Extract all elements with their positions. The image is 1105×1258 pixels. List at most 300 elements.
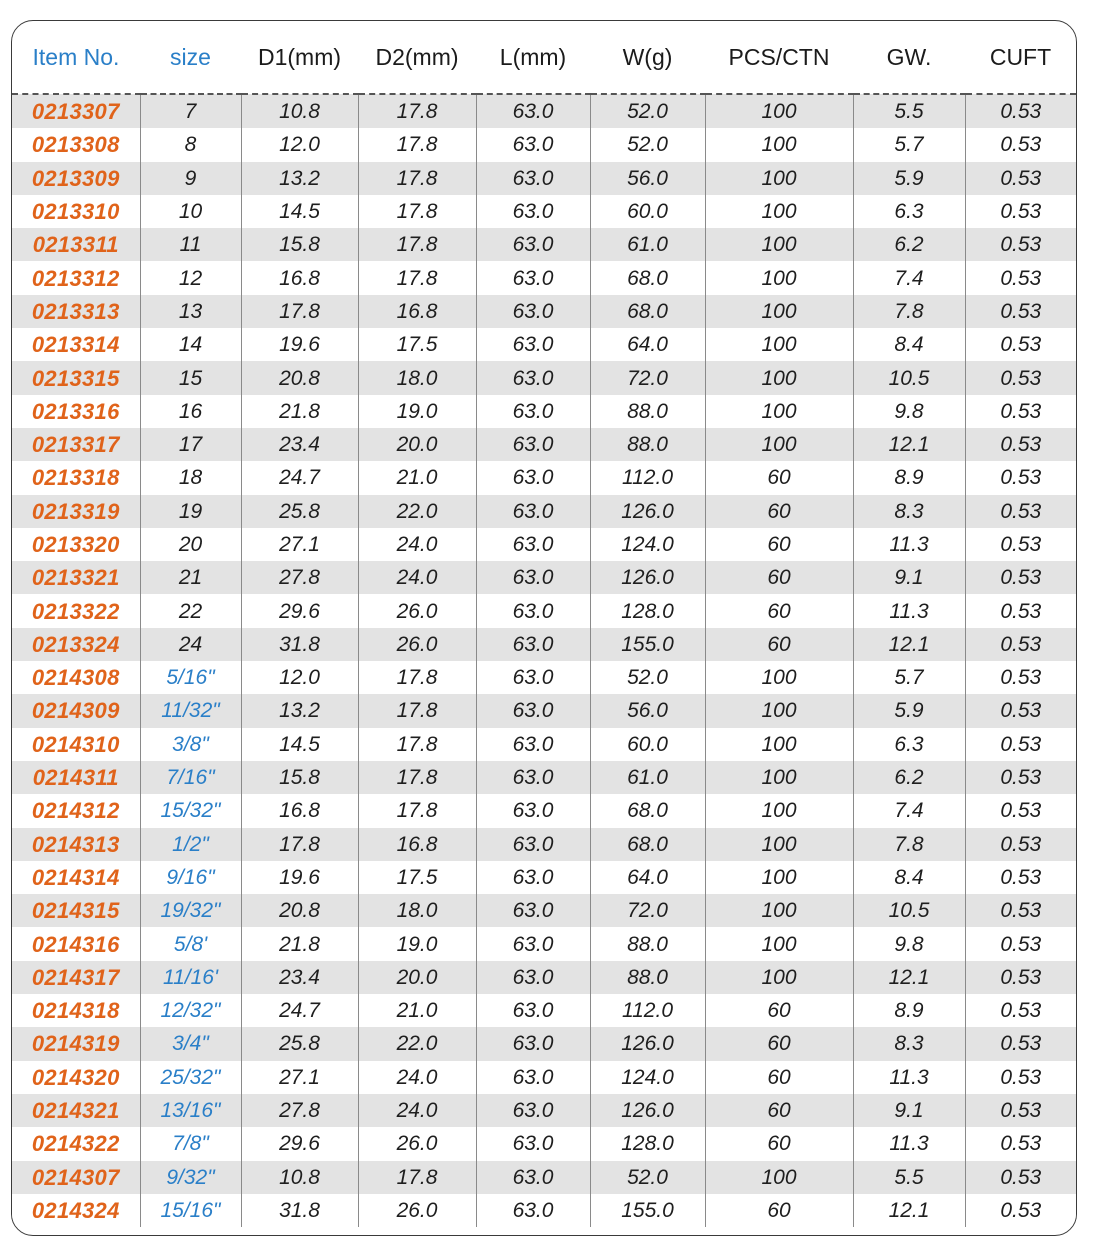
length-cell: 63.0 bbox=[476, 228, 590, 261]
pcs-ctn-cell: 100 bbox=[705, 828, 853, 861]
gw-cell: 5.7 bbox=[853, 128, 965, 161]
pcs-ctn-cell: 60 bbox=[705, 1061, 853, 1094]
cuft-cell: 0.53 bbox=[965, 694, 1076, 727]
size-cell: 14 bbox=[140, 328, 241, 361]
d2-cell: 26.0 bbox=[358, 594, 476, 627]
d2-cell: 22.0 bbox=[358, 495, 476, 528]
item-no-cell: 0213320 bbox=[12, 528, 140, 561]
d2-cell: 24.0 bbox=[358, 1094, 476, 1127]
d2-cell: 17.8 bbox=[358, 661, 476, 694]
table-row bbox=[12, 561, 1076, 594]
item-no-cell: 0214316 bbox=[12, 927, 140, 960]
pcs-ctn-cell: 60 bbox=[705, 994, 853, 1027]
table-row bbox=[12, 927, 1076, 960]
length-cell: 63.0 bbox=[476, 1161, 590, 1194]
size-cell: 15/16" bbox=[140, 1194, 241, 1227]
weight-cell: 56.0 bbox=[590, 694, 705, 727]
table-row bbox=[12, 228, 1076, 261]
length-cell: 63.0 bbox=[476, 728, 590, 761]
size-cell: 24 bbox=[140, 628, 241, 661]
item-no-cell: 0213313 bbox=[12, 295, 140, 328]
item-no-cell: 0213321 bbox=[12, 561, 140, 594]
size-cell: 25/32" bbox=[140, 1061, 241, 1094]
weight-cell: 72.0 bbox=[590, 894, 705, 927]
size-cell: 7/8" bbox=[140, 1127, 241, 1160]
table-header bbox=[12, 21, 1076, 94]
cuft-cell: 0.53 bbox=[965, 1194, 1076, 1227]
d2-cell: 24.0 bbox=[358, 528, 476, 561]
table-row bbox=[12, 1094, 1076, 1127]
header-weight: W(g) bbox=[590, 21, 705, 94]
weight-cell: 60.0 bbox=[590, 195, 705, 228]
length-cell: 63.0 bbox=[476, 395, 590, 428]
d2-cell: 17.5 bbox=[358, 861, 476, 894]
item-no-cell: 0214307 bbox=[12, 1161, 140, 1194]
weight-cell: 52.0 bbox=[590, 1161, 705, 1194]
length-cell: 63.0 bbox=[476, 628, 590, 661]
length-cell: 63.0 bbox=[476, 1027, 590, 1060]
item-no-cell: 0214318 bbox=[12, 994, 140, 1027]
weight-cell: 61.0 bbox=[590, 761, 705, 794]
table-row bbox=[12, 1027, 1076, 1060]
pcs-ctn-cell: 100 bbox=[705, 228, 853, 261]
cuft-cell: 0.53 bbox=[965, 728, 1076, 761]
table-row bbox=[12, 661, 1076, 694]
gw-cell: 11.3 bbox=[853, 1127, 965, 1160]
length-cell: 63.0 bbox=[476, 94, 590, 128]
d2-cell: 17.8 bbox=[358, 94, 476, 128]
pcs-ctn-cell: 100 bbox=[705, 861, 853, 894]
d2-cell: 19.0 bbox=[358, 395, 476, 428]
cuft-cell: 0.53 bbox=[965, 428, 1076, 461]
pcs-ctn-cell: 60 bbox=[705, 528, 853, 561]
item-no-cell: 0214309 bbox=[12, 694, 140, 727]
gw-cell: 8.3 bbox=[853, 495, 965, 528]
d1-cell: 25.8 bbox=[241, 495, 358, 528]
length-cell: 63.0 bbox=[476, 528, 590, 561]
weight-cell: 112.0 bbox=[590, 461, 705, 494]
size-cell: 18 bbox=[140, 461, 241, 494]
item-no-cell: 0214315 bbox=[12, 894, 140, 927]
cuft-cell: 0.53 bbox=[965, 162, 1076, 195]
pcs-ctn-cell: 100 bbox=[705, 894, 853, 927]
size-cell: 5/8' bbox=[140, 927, 241, 960]
pcs-ctn-cell: 100 bbox=[705, 361, 853, 394]
d1-cell: 20.8 bbox=[241, 361, 358, 394]
table-row bbox=[12, 295, 1076, 328]
gw-cell: 12.1 bbox=[853, 428, 965, 461]
pcs-ctn-cell: 100 bbox=[705, 927, 853, 960]
cuft-cell: 0.53 bbox=[965, 1061, 1076, 1094]
table-row bbox=[12, 261, 1076, 294]
item-no-cell: 0214320 bbox=[12, 1061, 140, 1094]
length-cell: 63.0 bbox=[476, 1194, 590, 1227]
header-size: size bbox=[140, 21, 241, 94]
weight-cell: 126.0 bbox=[590, 495, 705, 528]
d2-cell: 17.8 bbox=[358, 261, 476, 294]
pcs-ctn-cell: 60 bbox=[705, 594, 853, 627]
gw-cell: 8.4 bbox=[853, 328, 965, 361]
cuft-cell: 0.53 bbox=[965, 1127, 1076, 1160]
cuft-cell: 0.53 bbox=[965, 295, 1076, 328]
cuft-cell: 0.53 bbox=[965, 961, 1076, 994]
item-no-cell: 0213307 bbox=[12, 94, 140, 128]
length-cell: 63.0 bbox=[476, 295, 590, 328]
pcs-ctn-cell: 100 bbox=[705, 195, 853, 228]
cuft-cell: 0.53 bbox=[965, 128, 1076, 161]
size-cell: 11/32" bbox=[140, 694, 241, 727]
size-cell: 21 bbox=[140, 561, 241, 594]
table-row bbox=[12, 428, 1076, 461]
d2-cell: 20.0 bbox=[358, 961, 476, 994]
d2-cell: 17.5 bbox=[358, 328, 476, 361]
gw-cell: 9.8 bbox=[853, 927, 965, 960]
length-cell: 63.0 bbox=[476, 961, 590, 994]
cuft-cell: 0.53 bbox=[965, 661, 1076, 694]
d1-cell: 13.2 bbox=[241, 694, 358, 727]
cuft-cell: 0.53 bbox=[965, 794, 1076, 827]
gw-cell: 12.1 bbox=[853, 961, 965, 994]
cuft-cell: 0.53 bbox=[965, 461, 1076, 494]
item-no-cell: 0213319 bbox=[12, 495, 140, 528]
pcs-ctn-cell: 60 bbox=[705, 1127, 853, 1160]
table-row bbox=[12, 361, 1076, 394]
pcs-ctn-cell: 100 bbox=[705, 694, 853, 727]
table-row bbox=[12, 495, 1076, 528]
size-cell: 10 bbox=[140, 195, 241, 228]
weight-cell: 88.0 bbox=[590, 395, 705, 428]
gw-cell: 11.3 bbox=[853, 1061, 965, 1094]
size-cell: 19 bbox=[140, 495, 241, 528]
size-cell: 12 bbox=[140, 261, 241, 294]
cuft-cell: 0.53 bbox=[965, 328, 1076, 361]
d1-cell: 25.8 bbox=[241, 1027, 358, 1060]
item-no-cell: 0214312 bbox=[12, 794, 140, 827]
d2-cell: 22.0 bbox=[358, 1027, 476, 1060]
weight-cell: 126.0 bbox=[590, 1027, 705, 1060]
table-row bbox=[12, 1127, 1076, 1160]
size-cell: 9/16" bbox=[140, 861, 241, 894]
weight-cell: 126.0 bbox=[590, 1094, 705, 1127]
d1-cell: 12.0 bbox=[241, 661, 358, 694]
item-no-cell: 0213314 bbox=[12, 328, 140, 361]
pcs-ctn-cell: 100 bbox=[705, 794, 853, 827]
d2-cell: 20.0 bbox=[358, 428, 476, 461]
gw-cell: 5.5 bbox=[853, 94, 965, 128]
size-cell: 13/16" bbox=[140, 1094, 241, 1127]
gw-cell: 6.2 bbox=[853, 761, 965, 794]
item-no-cell: 0213309 bbox=[12, 162, 140, 195]
cuft-cell: 0.53 bbox=[965, 528, 1076, 561]
item-no-cell: 0214311 bbox=[12, 761, 140, 794]
d2-cell: 17.8 bbox=[358, 761, 476, 794]
table-row bbox=[12, 761, 1076, 794]
d1-cell: 14.5 bbox=[241, 195, 358, 228]
size-cell: 9 bbox=[140, 162, 241, 195]
table-row bbox=[12, 794, 1076, 827]
cuft-cell: 0.53 bbox=[965, 761, 1076, 794]
item-no-cell: 0214310 bbox=[12, 728, 140, 761]
gw-cell: 8.4 bbox=[853, 861, 965, 894]
pcs-ctn-cell: 100 bbox=[705, 328, 853, 361]
weight-cell: 61.0 bbox=[590, 228, 705, 261]
cuft-cell: 0.53 bbox=[965, 228, 1076, 261]
weight-cell: 128.0 bbox=[590, 1127, 705, 1160]
size-cell: 9/32" bbox=[140, 1161, 241, 1194]
item-no-cell: 0213310 bbox=[12, 195, 140, 228]
size-cell: 22 bbox=[140, 594, 241, 627]
weight-cell: 68.0 bbox=[590, 794, 705, 827]
d1-cell: 10.8 bbox=[241, 1161, 358, 1194]
d2-cell: 21.0 bbox=[358, 461, 476, 494]
weight-cell: 126.0 bbox=[590, 561, 705, 594]
weight-cell: 64.0 bbox=[590, 328, 705, 361]
d1-cell: 15.8 bbox=[241, 761, 358, 794]
d2-cell: 21.0 bbox=[358, 994, 476, 1027]
gw-cell: 8.9 bbox=[853, 461, 965, 494]
gw-cell: 8.9 bbox=[853, 994, 965, 1027]
table-row bbox=[12, 828, 1076, 861]
weight-cell: 52.0 bbox=[590, 661, 705, 694]
d2-cell: 17.8 bbox=[358, 195, 476, 228]
gw-cell: 7.4 bbox=[853, 261, 965, 294]
gw-cell: 7.8 bbox=[853, 295, 965, 328]
item-no-cell: 0214322 bbox=[12, 1127, 140, 1160]
d2-cell: 17.8 bbox=[358, 162, 476, 195]
d1-cell: 14.5 bbox=[241, 728, 358, 761]
d1-cell: 10.8 bbox=[241, 94, 358, 128]
item-no-cell: 0213322 bbox=[12, 594, 140, 627]
length-cell: 63.0 bbox=[476, 1061, 590, 1094]
pcs-ctn-cell: 100 bbox=[705, 94, 853, 128]
pcs-ctn-cell: 60 bbox=[705, 1194, 853, 1227]
size-cell: 20 bbox=[140, 528, 241, 561]
length-cell: 63.0 bbox=[476, 828, 590, 861]
length-cell: 63.0 bbox=[476, 1094, 590, 1127]
length-cell: 63.0 bbox=[476, 1127, 590, 1160]
gw-cell: 5.7 bbox=[853, 661, 965, 694]
item-no-cell: 0213315 bbox=[12, 361, 140, 394]
table-row bbox=[12, 128, 1076, 161]
d2-cell: 26.0 bbox=[358, 1127, 476, 1160]
length-cell: 63.0 bbox=[476, 994, 590, 1027]
item-no-cell: 0213311 bbox=[12, 228, 140, 261]
table-row bbox=[12, 1194, 1076, 1227]
pcs-ctn-cell: 100 bbox=[705, 661, 853, 694]
d2-cell: 18.0 bbox=[358, 361, 476, 394]
length-cell: 63.0 bbox=[476, 261, 590, 294]
length-cell: 63.0 bbox=[476, 694, 590, 727]
weight-cell: 88.0 bbox=[590, 961, 705, 994]
weight-cell: 128.0 bbox=[590, 594, 705, 627]
gw-cell: 5.5 bbox=[853, 1161, 965, 1194]
size-cell: 7 bbox=[140, 94, 241, 128]
d1-cell: 27.8 bbox=[241, 561, 358, 594]
gw-cell: 12.1 bbox=[853, 1194, 965, 1227]
item-no-cell: 0214308 bbox=[12, 661, 140, 694]
pcs-ctn-cell: 60 bbox=[705, 1027, 853, 1060]
header-length: L(mm) bbox=[476, 21, 590, 94]
d2-cell: 26.0 bbox=[358, 628, 476, 661]
size-cell: 17 bbox=[140, 428, 241, 461]
d2-cell: 16.8 bbox=[358, 295, 476, 328]
weight-cell: 155.0 bbox=[590, 628, 705, 661]
item-no-cell: 0214313 bbox=[12, 828, 140, 861]
table-row bbox=[12, 628, 1076, 661]
length-cell: 63.0 bbox=[476, 927, 590, 960]
length-cell: 63.0 bbox=[476, 162, 590, 195]
item-no-cell: 0213324 bbox=[12, 628, 140, 661]
size-cell: 13 bbox=[140, 295, 241, 328]
d1-cell: 19.6 bbox=[241, 861, 358, 894]
header-gw: GW. bbox=[853, 21, 965, 94]
d2-cell: 16.8 bbox=[358, 828, 476, 861]
pcs-ctn-cell: 60 bbox=[705, 1094, 853, 1127]
cuft-cell: 0.53 bbox=[965, 894, 1076, 927]
gw-cell: 11.3 bbox=[853, 594, 965, 627]
gw-cell: 9.1 bbox=[853, 561, 965, 594]
cuft-cell: 0.53 bbox=[965, 1094, 1076, 1127]
weight-cell: 68.0 bbox=[590, 828, 705, 861]
cuft-cell: 0.53 bbox=[965, 828, 1076, 861]
header-pcs-ctn: PCS/CTN bbox=[705, 21, 853, 94]
d1-cell: 27.1 bbox=[241, 1061, 358, 1094]
d1-cell: 17.8 bbox=[241, 295, 358, 328]
weight-cell: 88.0 bbox=[590, 428, 705, 461]
d1-cell: 23.4 bbox=[241, 961, 358, 994]
length-cell: 63.0 bbox=[476, 328, 590, 361]
cuft-cell: 0.53 bbox=[965, 594, 1076, 627]
cuft-cell: 0.53 bbox=[965, 628, 1076, 661]
size-cell: 3/4" bbox=[140, 1027, 241, 1060]
pcs-ctn-cell: 100 bbox=[705, 1161, 853, 1194]
length-cell: 63.0 bbox=[476, 128, 590, 161]
d2-cell: 17.8 bbox=[358, 228, 476, 261]
d2-cell: 17.8 bbox=[358, 1161, 476, 1194]
d1-cell: 16.8 bbox=[241, 261, 358, 294]
length-cell: 63.0 bbox=[476, 561, 590, 594]
table-row bbox=[12, 162, 1076, 195]
size-cell: 19/32" bbox=[140, 894, 241, 927]
gw-cell: 6.2 bbox=[853, 228, 965, 261]
length-cell: 63.0 bbox=[476, 861, 590, 894]
cuft-cell: 0.53 bbox=[965, 495, 1076, 528]
cuft-cell: 0.53 bbox=[965, 994, 1076, 1027]
d2-cell: 24.0 bbox=[358, 561, 476, 594]
pcs-ctn-cell: 100 bbox=[705, 295, 853, 328]
pcs-ctn-cell: 60 bbox=[705, 628, 853, 661]
length-cell: 63.0 bbox=[476, 894, 590, 927]
table-row bbox=[12, 594, 1076, 627]
pcs-ctn-cell: 60 bbox=[705, 495, 853, 528]
item-no-cell: 0214324 bbox=[12, 1194, 140, 1227]
length-cell: 63.0 bbox=[476, 495, 590, 528]
size-cell: 3/8" bbox=[140, 728, 241, 761]
d2-cell: 26.0 bbox=[358, 1194, 476, 1227]
d1-cell: 31.8 bbox=[241, 1194, 358, 1227]
size-cell: 15/32" bbox=[140, 794, 241, 827]
d2-cell: 17.8 bbox=[358, 728, 476, 761]
table-row bbox=[12, 195, 1076, 228]
length-cell: 63.0 bbox=[476, 461, 590, 494]
weight-cell: 52.0 bbox=[590, 94, 705, 128]
length-cell: 63.0 bbox=[476, 428, 590, 461]
item-no-cell: 0213317 bbox=[12, 428, 140, 461]
d1-cell: 21.8 bbox=[241, 395, 358, 428]
size-cell: 12/32" bbox=[140, 994, 241, 1027]
length-cell: 63.0 bbox=[476, 594, 590, 627]
d1-cell: 23.4 bbox=[241, 428, 358, 461]
d1-cell: 16.8 bbox=[241, 794, 358, 827]
gw-cell: 10.5 bbox=[853, 894, 965, 927]
item-no-cell: 0213318 bbox=[12, 461, 140, 494]
d1-cell: 24.7 bbox=[241, 994, 358, 1027]
pcs-ctn-cell: 100 bbox=[705, 261, 853, 294]
d1-cell: 27.8 bbox=[241, 1094, 358, 1127]
pcs-ctn-cell: 100 bbox=[705, 728, 853, 761]
d1-cell: 13.2 bbox=[241, 162, 358, 195]
table-row bbox=[12, 395, 1076, 428]
item-no-cell: 0213312 bbox=[12, 261, 140, 294]
gw-cell: 12.1 bbox=[853, 628, 965, 661]
d1-cell: 21.8 bbox=[241, 927, 358, 960]
size-cell: 15 bbox=[140, 361, 241, 394]
table-row bbox=[12, 694, 1076, 727]
length-cell: 63.0 bbox=[476, 794, 590, 827]
header-cuft: CUFT bbox=[965, 21, 1076, 94]
pcs-ctn-cell: 100 bbox=[705, 761, 853, 794]
item-no-cell: 0214319 bbox=[12, 1027, 140, 1060]
header-item-no: Item No. bbox=[12, 21, 140, 94]
gw-cell: 5.9 bbox=[853, 162, 965, 195]
pcs-ctn-cell: 100 bbox=[705, 428, 853, 461]
d1-cell: 20.8 bbox=[241, 894, 358, 927]
weight-cell: 64.0 bbox=[590, 861, 705, 894]
spec-table bbox=[12, 21, 1076, 1227]
size-cell: 5/16" bbox=[140, 661, 241, 694]
pcs-ctn-cell: 60 bbox=[705, 461, 853, 494]
d2-cell: 18.0 bbox=[358, 894, 476, 927]
table-row bbox=[12, 861, 1076, 894]
d1-cell: 29.6 bbox=[241, 1127, 358, 1160]
weight-cell: 124.0 bbox=[590, 528, 705, 561]
weight-cell: 68.0 bbox=[590, 261, 705, 294]
gw-cell: 7.4 bbox=[853, 794, 965, 827]
size-cell: 11 bbox=[140, 228, 241, 261]
item-no-cell: 0213316 bbox=[12, 395, 140, 428]
cuft-cell: 0.53 bbox=[965, 395, 1076, 428]
cuft-cell: 0.53 bbox=[965, 561, 1076, 594]
table-row bbox=[12, 94, 1076, 128]
d1-cell: 27.1 bbox=[241, 528, 358, 561]
table-row bbox=[12, 1061, 1076, 1094]
weight-cell: 68.0 bbox=[590, 295, 705, 328]
weight-cell: 155.0 bbox=[590, 1194, 705, 1227]
weight-cell: 60.0 bbox=[590, 728, 705, 761]
cuft-cell: 0.53 bbox=[965, 927, 1076, 960]
weight-cell: 112.0 bbox=[590, 994, 705, 1027]
table-row bbox=[12, 894, 1076, 927]
d2-cell: 17.8 bbox=[358, 128, 476, 161]
d1-cell: 15.8 bbox=[241, 228, 358, 261]
pcs-ctn-cell: 60 bbox=[705, 561, 853, 594]
cuft-cell: 0.53 bbox=[965, 94, 1076, 128]
d1-cell: 31.8 bbox=[241, 628, 358, 661]
size-cell: 1/2" bbox=[140, 828, 241, 861]
table-body bbox=[12, 94, 1076, 1227]
gw-cell: 10.5 bbox=[853, 361, 965, 394]
weight-cell: 72.0 bbox=[590, 361, 705, 394]
